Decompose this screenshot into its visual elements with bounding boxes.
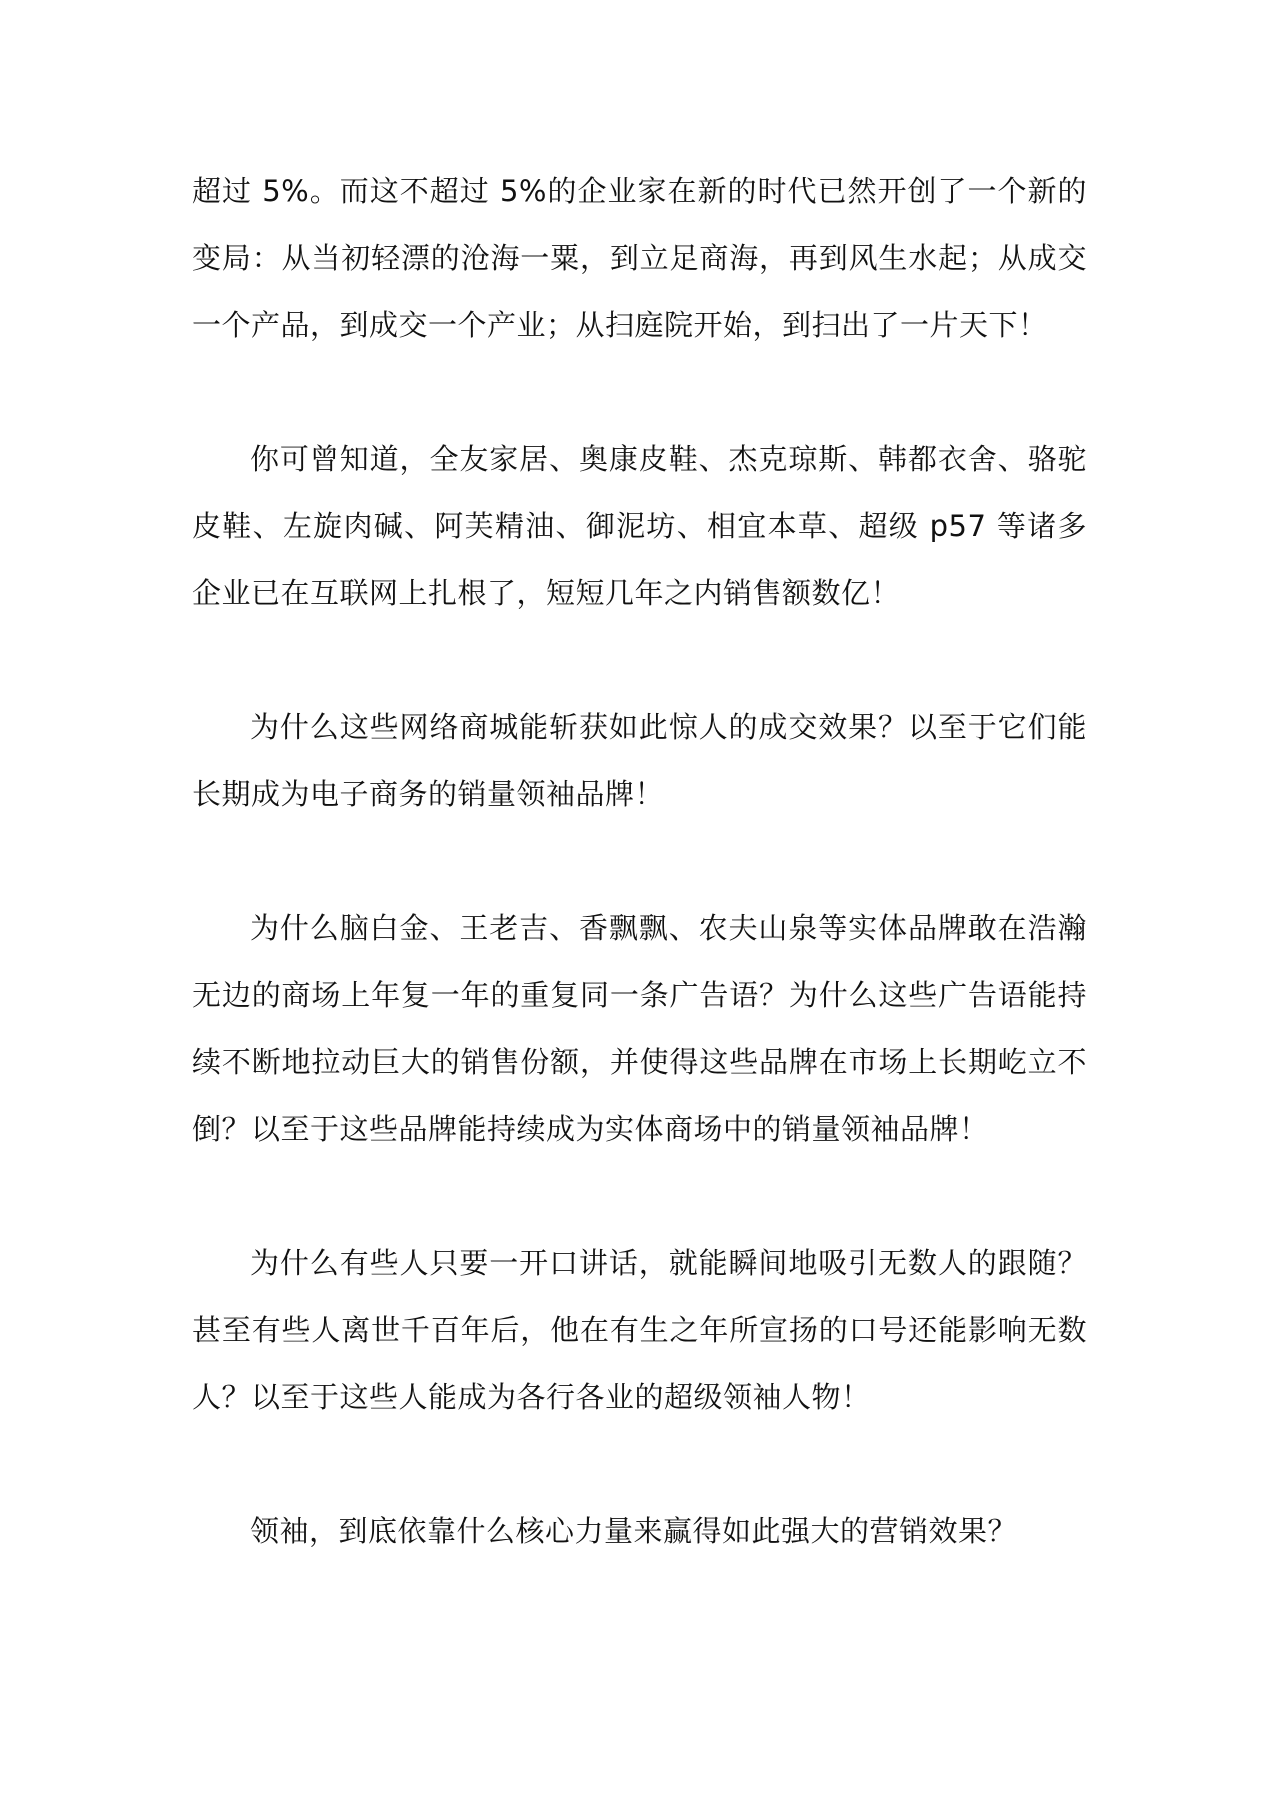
paragraph-physical-brands: 为什么脑白金、王老吉、香飘飘、农夫山泉等实体品牌敢在浩瀚无边的商场上年复一年的重复同一条广告语？为什么这些广告语能持续不断地拉动巨大的销售份额，并使得这些品牌在市场上长期屹立不倒？以至于这些品牌能持续成为实体商场中的销量领袖品牌！ <box>192 911 1087 1146</box>
paragraph-leaders: 为什么有些人只要一开口讲话，就能瞬间地吸引无数人的跟随？甚至有些人离世千百年后，他在有生之年所宣扬的口号还能影响无数人？以至于这些人能成为各行各业的超级领袖人物！ <box>192 1246 1087 1414</box>
paragraph-continuation: 超过 5%。而这不超过 5%的企业家在新的时代已然开创了一个新的变局：从当初轻漂的沧海一粟，到立足商海，再到风生水起；从成交一个产品，到成交一个产业；从扫庭院开始，到扫出了一片天下！ <box>192 174 1087 342</box>
paragraph-core-question: 领袖，到底依靠什么核心力量来赢得如此强大的营销效果？ <box>250 1514 1018 1548</box>
paragraph-online-malls: 为什么这些网络商城能斩获如此惊人的成交效果？以至于它们能长期成为电子商务的销量领袖品牌！ <box>192 710 1087 811</box>
paragraph-brands-online: 你可曾知道，全友家居、奥康皮鞋、杰克琼斯、韩都衣舍、骆驼皮鞋、左旋肉碱、阿芙精油、御泥坊、相宜本草、超级 p57 等诸多企业已在互联网上扎根了，短短几年之内销售额数亿！ <box>192 442 1087 610</box>
document-body <box>192 158 1087 1632</box>
